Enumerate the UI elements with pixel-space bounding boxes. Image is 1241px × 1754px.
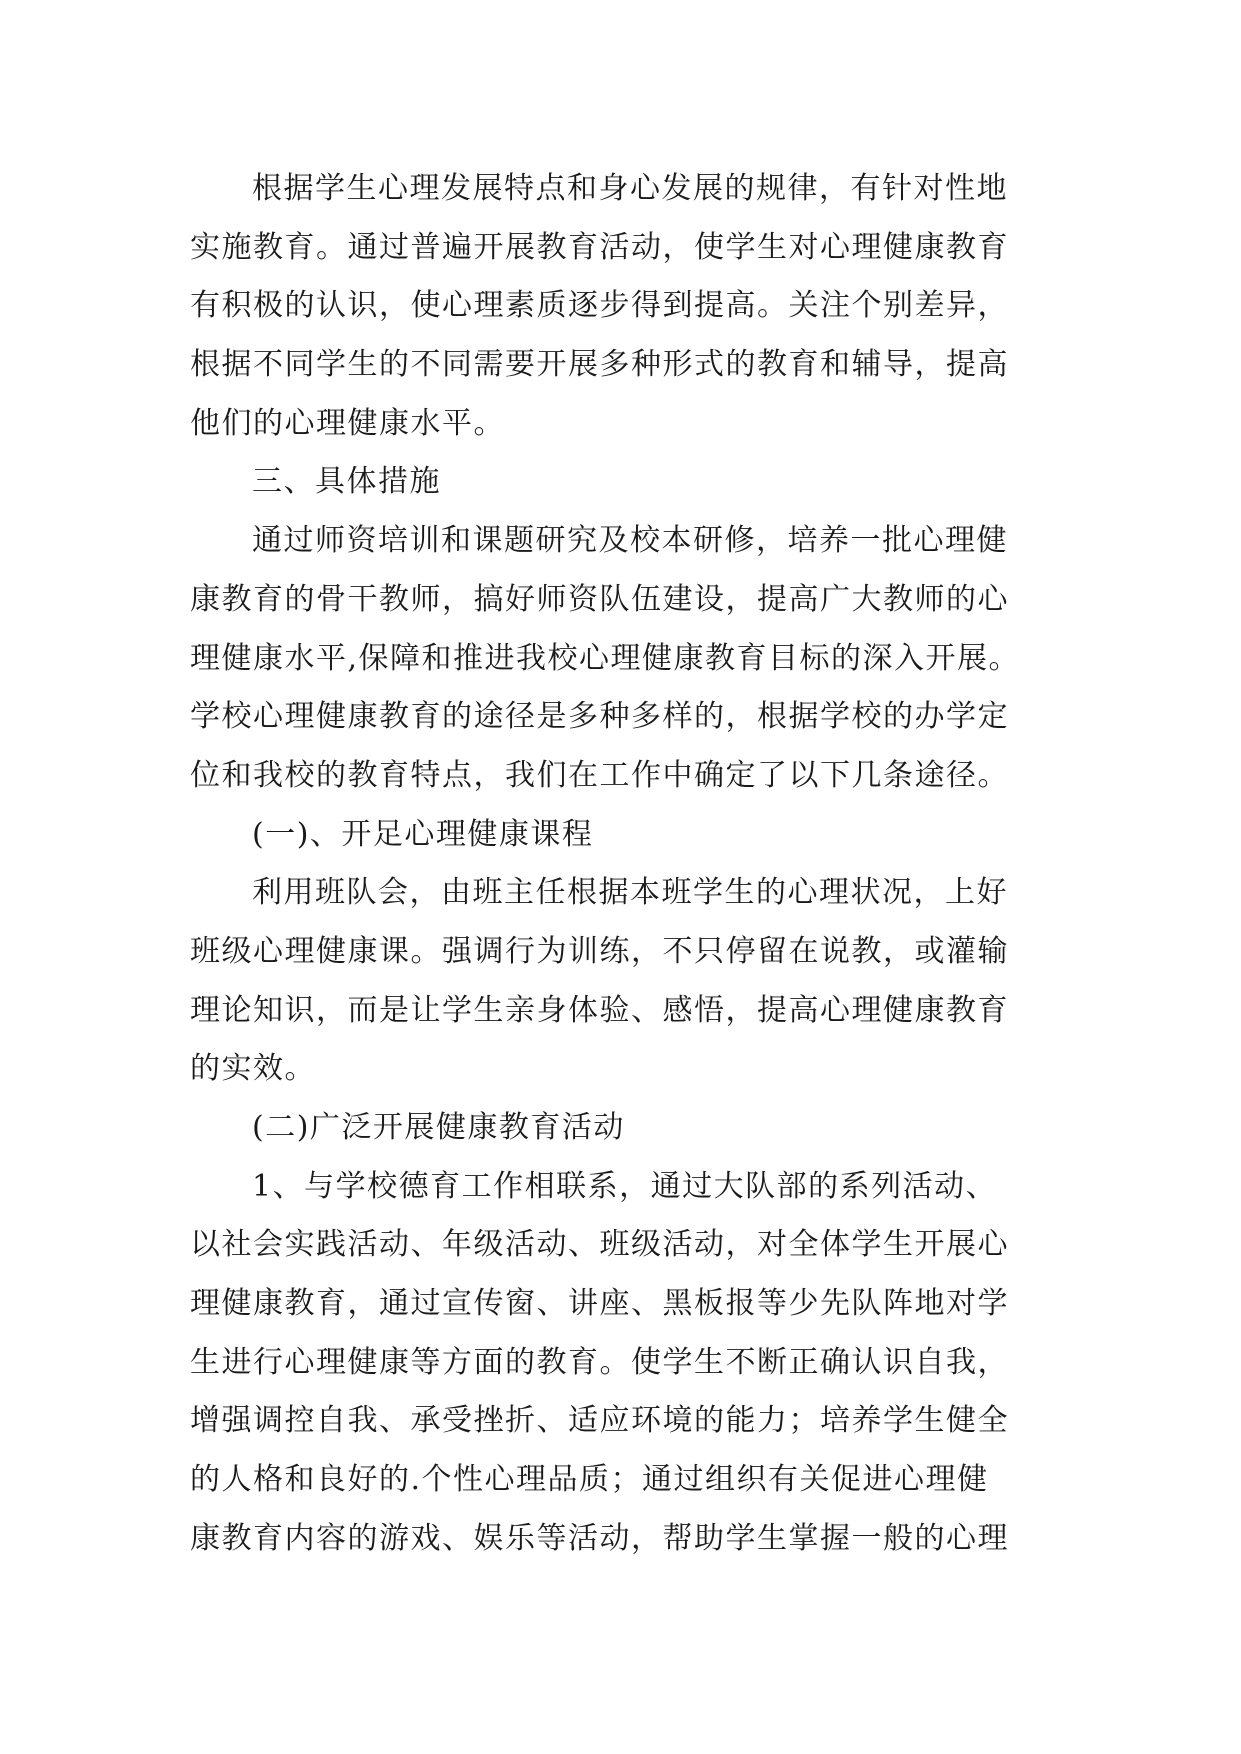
paragraph-line: 1、与学校德育工作相联系，通过大队部的系列活动、 (252, 1168, 998, 1204)
paragraph-line: 康教育内容的游戏、娱乐等活动，帮助学生掌握一般的心理 (190, 1520, 1009, 1556)
paragraph-line: 的人格和良好的.个性心理品质；通过组织有关促进心理健 (190, 1462, 989, 1498)
paragraph-line: 班级心理健康课。强调行为训练，不只停留在说教，或灌输 (190, 933, 1009, 969)
paragraph-line: 以社会实践活动、年级活动、班级活动，对全体学生开展心 (190, 1227, 1009, 1263)
paragraph-line: 根据不同学生的不同需要开展多种形式的教育和辅导，提高 (190, 347, 1009, 383)
paragraph-line: 他们的心理健康水平。 (190, 405, 505, 441)
paragraph-line: 根据学生心理发展特点和身心发展的规律，有针对性地 (252, 171, 1008, 206)
paragraph-line: 理论知识，而是让学生亲身体验、感悟，提高心理健康教育 (190, 992, 1009, 1028)
paragraph-line: 增强调控自我、承受挫折、适应环境的能力；培养学生健全 (190, 1403, 1009, 1439)
paragraph-line: 位和我校的教育特点，我们在工作中确定了以下几条途径。 (190, 757, 1009, 793)
paragraph-line: 实施教育。通过普遍开展教育活动，使学生对心理健康教育 (190, 229, 1009, 265)
paragraph-line: 理健康教育，通过宣传窗、讲座、黑板报等少先队阵地对学 (190, 1286, 1009, 1322)
document-body (190, 160, 1070, 1569)
paragraph-line: 有积极的认识，使心理素质逐步得到提高。关注个别差异， (190, 288, 1009, 324)
paragraph-line: 康教育的骨干教师，搞好师资队伍建设，提高广大教师的心 (190, 581, 1009, 617)
paragraph-line: 理健康水平,保障和推进我校心理健康教育目标的深入开展。 (190, 640, 1021, 676)
paragraph-line: 生进行心理健康等方面的教育。使学生不断正确认识自我， (190, 1344, 1009, 1380)
subsection-heading: (二)广泛开展健康教育活动 (252, 1110, 625, 1145)
paragraph-line: 利用班队会，由班主任根据本班学生的心理状况，上好 (252, 875, 1008, 911)
paragraph-line: 学校心理健康教育的途径是多种多样的，根据学校的办学定 (190, 699, 1009, 735)
paragraph-line: 的实效。 (190, 1051, 316, 1087)
paragraph-line: 通过师资培训和课题研究及校本研修，培养一批心理健 (252, 523, 1008, 559)
subsection-heading: (一)、开足心理健康课程 (252, 816, 594, 852)
section-heading: 三、具体措施 (252, 464, 441, 500)
